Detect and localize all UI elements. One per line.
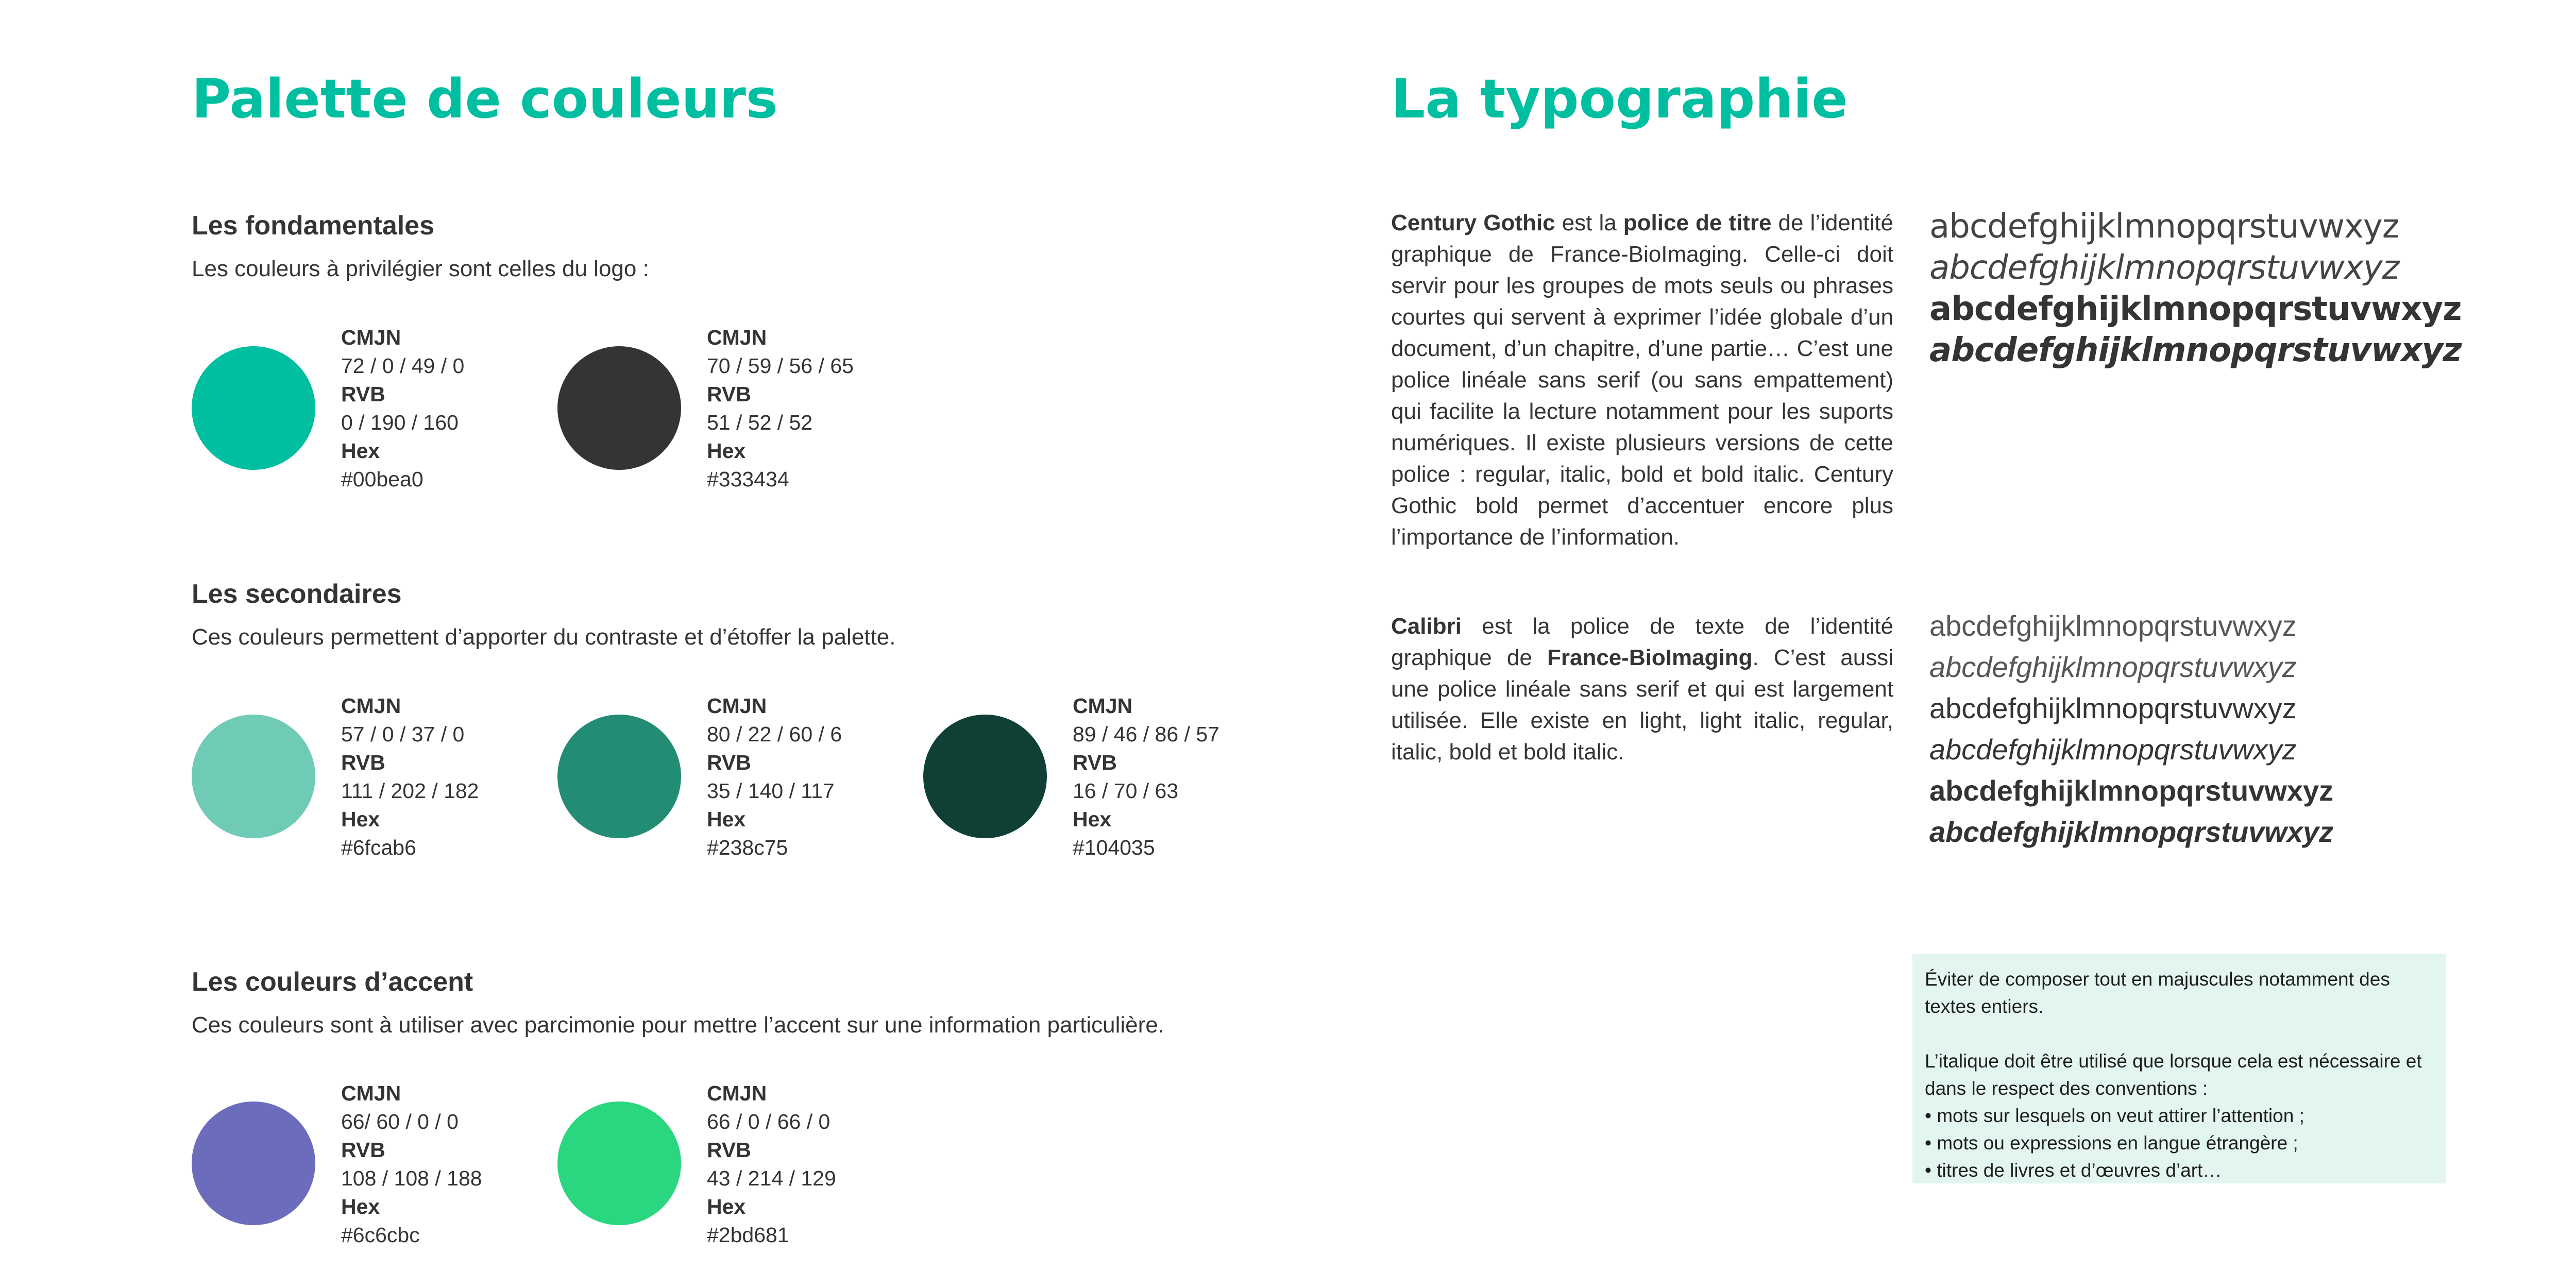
hex-value: #238c75: [707, 836, 788, 859]
cmjn-value: 57 / 0 / 37 / 0: [341, 722, 465, 746]
hex-value: #00bea0: [341, 467, 423, 491]
cmjn-label: CMJN: [341, 326, 401, 349]
note-bullet: • mots sur lesquels on veut attirer l’attention ;: [1925, 1105, 2304, 1126]
cmjn-label: CMJN: [341, 694, 401, 718]
palette-title: Palette de couleurs: [192, 67, 778, 130]
century-sample-italic: abcdefghijklmnopqrstuvwxyz: [1929, 249, 2399, 287]
hex-label: Hex: [341, 1195, 380, 1218]
cmjn-label: CMJN: [341, 1081, 401, 1105]
color-swatch-104035: [923, 715, 1047, 838]
hex-label: Hex: [341, 807, 380, 831]
rvb-value: 111 / 202 / 182: [341, 779, 479, 803]
rvb-label: RVB: [707, 1138, 751, 1162]
century-role: police de titre: [1623, 210, 1772, 235]
hex-value: #333434: [707, 467, 789, 491]
color-swatch-333434: [557, 346, 681, 470]
calibri-sample-bold: abcdefghijklmnopqrstuvwxyz: [1929, 774, 2334, 807]
hex-value: #2bd681: [707, 1223, 789, 1247]
rvb-value: 0 / 190 / 160: [341, 411, 459, 434]
century-gothic-paragraph: [1391, 207, 1893, 553]
typography-guidelines-note: [1912, 954, 2446, 1183]
hex-label: Hex: [707, 439, 746, 463]
century-gothic-samples: [1929, 206, 2462, 371]
cmjn-value: 80 / 22 / 60 / 6: [707, 722, 842, 746]
calibri-org-name: France-BioImaging: [1547, 645, 1753, 670]
calibri-text-1: est la police de texte de l’identité graphique de: [1391, 614, 1893, 670]
accent-description: Ces couleurs sont à utiliser avec parcimonie pour mettre l’accent sur une information particulière.: [192, 1012, 1164, 1038]
rvb-value: 35 / 140 / 117: [707, 779, 835, 803]
calibri-font-name: Calibri: [1391, 614, 1462, 639]
calibri-sample-light: abcdefghijklmnopqrstuvwxyz: [1929, 609, 2297, 642]
color-spec-2bd681: [707, 1079, 836, 1249]
hex-value: #6fcab6: [341, 836, 416, 859]
rvb-label: RVB: [1073, 751, 1117, 774]
century-text-1: est la: [1555, 210, 1623, 235]
color-spec-6c6cbc: [341, 1079, 482, 1249]
calibri-samples: [1929, 605, 2333, 853]
rvb-value: 51 / 52 / 52: [707, 411, 813, 434]
color-spec-238c75: [707, 692, 842, 862]
hex-value: #6c6cbc: [341, 1223, 420, 1247]
color-swatch-2bd681: [557, 1101, 681, 1225]
cmjn-value: 70 / 59 / 56 / 65: [707, 354, 854, 378]
cmjn-label: CMJN: [707, 1081, 767, 1105]
cmjn-label: CMJN: [707, 694, 767, 718]
cmjn-value: 66 / 0 / 66 / 0: [707, 1110, 831, 1133]
fundamentals-description: Les couleurs à privilégier sont celles du logo :: [192, 256, 649, 281]
cmjn-label: CMJN: [1073, 694, 1133, 718]
rvb-label: RVB: [341, 382, 385, 406]
calibri-sample-italic: abcdefghijklmnopqrstuvwxyz: [1929, 733, 2297, 766]
rvb-value: 43 / 214 / 129: [707, 1166, 836, 1190]
calibri-text-2: . C’est aussi une police linéale sans serif et qui est largement utilisée. Elle existe en light, light italic, regular, italic, bold et bold italic.: [1391, 645, 1893, 765]
color-swatch-00bea0: [192, 346, 315, 470]
color-spec-333434: [707, 324, 854, 494]
color-swatch-238c75: [557, 715, 681, 838]
fundamentals-heading: Les fondamentales: [192, 211, 435, 241]
calibri-sample-light-italic: abcdefghijklmnopqrstuvwxyz: [1929, 651, 2297, 683]
cmjn-label: CMJN: [707, 326, 767, 349]
accent-heading: Les couleurs d’accent: [192, 967, 473, 997]
calibri-paragraph: [1391, 611, 1893, 768]
color-spec-104035: [1073, 692, 1219, 862]
rvb-label: RVB: [341, 1138, 385, 1162]
calibri-sample-regular: abcdefghijklmnopqrstuvwxyz: [1929, 692, 2297, 724]
color-spec-00bea0: [341, 324, 464, 494]
century-text-2: de l’identité graphique de France-BioImaging. Celle-ci doit servir pour les groupes de mots seuls ou phrases courtes qui servent à exprimer l’idée globale d’un document, d’un chapitre, d’une partie… C’est une police linéale sans serif (ou sans empattement) qui facilite la lecture notamment pour les suports numériques. Il existe plusieurs versions de cette police : regular, italic, bold et bold italic. Century Gothic bold permet d’accentuer encore plus l’importance de l’information.: [1391, 210, 1893, 550]
rvb-label: RVB: [707, 382, 751, 406]
century-font-name: Century Gothic: [1391, 210, 1555, 235]
hex-label: Hex: [707, 807, 746, 831]
hex-label: Hex: [1073, 807, 1112, 831]
color-spec-6fcab6: [341, 692, 479, 862]
rvb-label: RVB: [341, 751, 385, 774]
century-sample-regular: abcdefghijklmnopqrstuvwxyz: [1929, 208, 2399, 246]
note-bullet: • mots ou expressions en langue étrangère ;: [1925, 1132, 2298, 1154]
cmjn-value: 72 / 0 / 49 / 0: [341, 354, 465, 378]
note-line-2: L’italique doit être utilisé que lorsque cela est nécessaire et dans le respect des conventions :: [1925, 1050, 2422, 1099]
calibri-sample-bold-italic: abcdefghijklmnopqrstuvwxyz: [1929, 816, 2334, 848]
typography-title: La typographie: [1391, 67, 1848, 130]
cmjn-value: 89 / 46 / 86 / 57: [1073, 722, 1219, 746]
century-sample-bold-italic: abcdefghijklmnopqrstuvwxyz: [1929, 331, 2462, 369]
cmjn-value: 66/ 60 / 0 / 0: [341, 1110, 459, 1133]
hex-label: Hex: [707, 1195, 746, 1218]
rvb-value: 16 / 70 / 63: [1073, 779, 1179, 803]
secondary-description: Ces couleurs permettent d’apporter du contraste et d’étoffer la palette.: [192, 624, 896, 650]
secondary-heading: Les secondaires: [192, 579, 402, 609]
rvb-label: RVB: [707, 751, 751, 774]
rvb-value: 108 / 108 / 188: [341, 1166, 482, 1190]
century-sample-bold: abcdefghijklmnopqrstuvwxyz: [1929, 290, 2462, 328]
note-line-1: Éviter de composer tout en majuscules notamment des textes entiers.: [1925, 969, 2390, 1017]
hex-label: Hex: [341, 439, 380, 463]
note-bullet: • titres de livres et d’œuvres d’art…: [1925, 1160, 2222, 1181]
hex-value: #104035: [1073, 836, 1155, 859]
color-swatch-6fcab6: [192, 715, 315, 838]
color-swatch-6c6cbc: [192, 1101, 315, 1225]
